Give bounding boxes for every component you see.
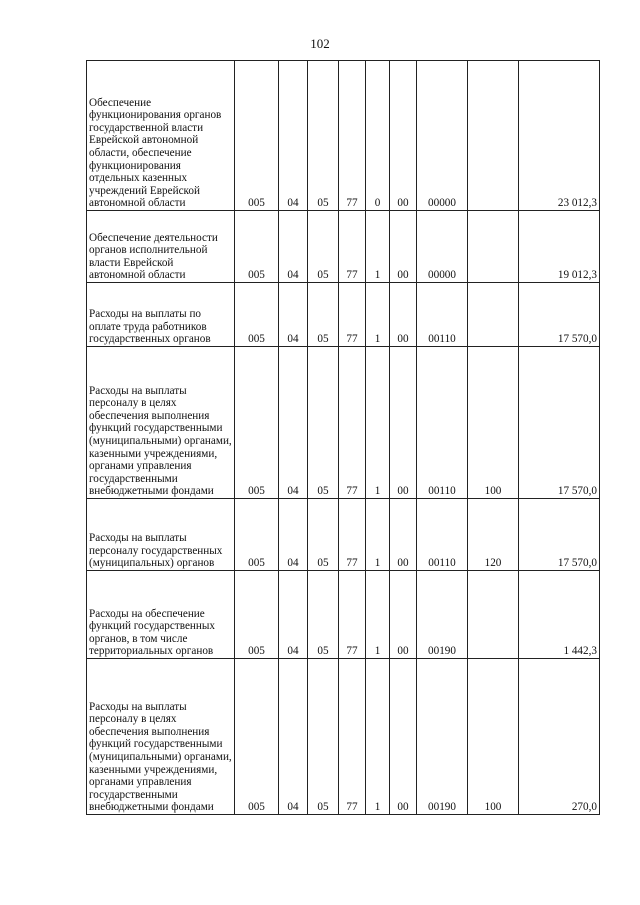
subsection-code: 05	[308, 61, 339, 211]
table-row	[87, 571, 600, 659]
main-event-code: 00	[390, 659, 417, 815]
program-code: 77	[339, 283, 366, 347]
main-event-code: 00	[390, 571, 417, 659]
budget-table	[86, 60, 600, 815]
ministry-code: 005	[235, 499, 279, 571]
row-name: Обеспечение деятельности органов исполнительной власти Еврейской автономной области	[87, 211, 235, 283]
subprogram-code: 1	[366, 659, 390, 815]
direction-code: 00110	[417, 347, 468, 499]
main-event-code: 00	[390, 499, 417, 571]
subprogram-code: 1	[366, 571, 390, 659]
expense-type-code	[468, 571, 519, 659]
subprogram-code: 0	[366, 61, 390, 211]
main-event-code: 00	[390, 211, 417, 283]
subsection-code: 05	[308, 347, 339, 499]
row-name: Расходы на обеспечение функций государственных органов, в том числе территориальных органов	[87, 571, 235, 659]
amount: 270,0	[519, 659, 600, 815]
program-code: 77	[339, 571, 366, 659]
subprogram-code: 1	[366, 211, 390, 283]
subsection-code: 05	[308, 571, 339, 659]
subsection-code: 05	[308, 283, 339, 347]
direction-code: 00190	[417, 659, 468, 815]
section-code: 04	[279, 61, 308, 211]
row-name: Обеспечение функционирования органов государственной власти Еврейской автономной области, обеспечение функционирования отдельных казенных учреждений Еврейской автономной области	[87, 61, 235, 211]
subprogram-code: 1	[366, 283, 390, 347]
direction-code: 00190	[417, 571, 468, 659]
ministry-code: 005	[235, 659, 279, 815]
main-event-code: 00	[390, 61, 417, 211]
table-row	[87, 211, 600, 283]
page-number: 102	[310, 36, 330, 51]
expense-type-code: 100	[468, 659, 519, 815]
row-name: Расходы на выплаты персоналу в целях обеспечения выполнения функций государственными (муниципальными) органами, казенными учреждениями, органами управления государственными внебюджетными фондами	[87, 347, 235, 499]
main-event-code: 00	[390, 347, 417, 499]
subsection-code: 05	[308, 211, 339, 283]
expense-type-code: 100	[468, 347, 519, 499]
table-row	[87, 659, 600, 815]
program-code: 77	[339, 61, 366, 211]
expense-type-code: 120	[468, 499, 519, 571]
row-name: Расходы на выплаты по оплате труда работников государственных органов	[87, 283, 235, 347]
amount: 19 012,3	[519, 211, 600, 283]
ministry-code: 005	[235, 347, 279, 499]
table-row	[87, 499, 600, 571]
section-code: 04	[279, 283, 308, 347]
table-row	[87, 283, 600, 347]
expense-type-code	[468, 61, 519, 211]
program-code: 77	[339, 347, 366, 499]
expense-type-code	[468, 283, 519, 347]
ministry-code: 005	[235, 211, 279, 283]
amount: 17 570,0	[519, 347, 600, 499]
table-row	[87, 347, 600, 499]
program-code: 77	[339, 499, 366, 571]
amount: 23 012,3	[519, 61, 600, 211]
subprogram-code: 1	[366, 347, 390, 499]
row-name: Расходы на выплаты персоналу государственных (муниципальных) органов	[87, 499, 235, 571]
section-code: 04	[279, 571, 308, 659]
direction-code: 00000	[417, 211, 468, 283]
section-code: 04	[279, 211, 308, 283]
section-code: 04	[279, 347, 308, 499]
section-code: 04	[279, 659, 308, 815]
amount: 17 570,0	[519, 499, 600, 571]
amount: 1 442,3	[519, 571, 600, 659]
section-code: 04	[279, 499, 308, 571]
row-name: Расходы на выплаты персоналу в целях обеспечения выполнения функций государственными (муниципальными) органами, казенными учреждениями, органами управления государственными внебюджетными фондами	[87, 659, 235, 815]
subprogram-code: 1	[366, 499, 390, 571]
subsection-code: 05	[308, 499, 339, 571]
table-row	[87, 61, 600, 211]
program-code: 77	[339, 659, 366, 815]
direction-code: 00110	[417, 283, 468, 347]
ministry-code: 005	[235, 283, 279, 347]
expense-type-code	[468, 211, 519, 283]
ministry-code: 005	[235, 571, 279, 659]
program-code: 77	[339, 211, 366, 283]
ministry-code: 005	[235, 61, 279, 211]
direction-code: 00110	[417, 499, 468, 571]
amount: 17 570,0	[519, 283, 600, 347]
direction-code: 00000	[417, 61, 468, 211]
subsection-code: 05	[308, 659, 339, 815]
main-event-code: 00	[390, 283, 417, 347]
